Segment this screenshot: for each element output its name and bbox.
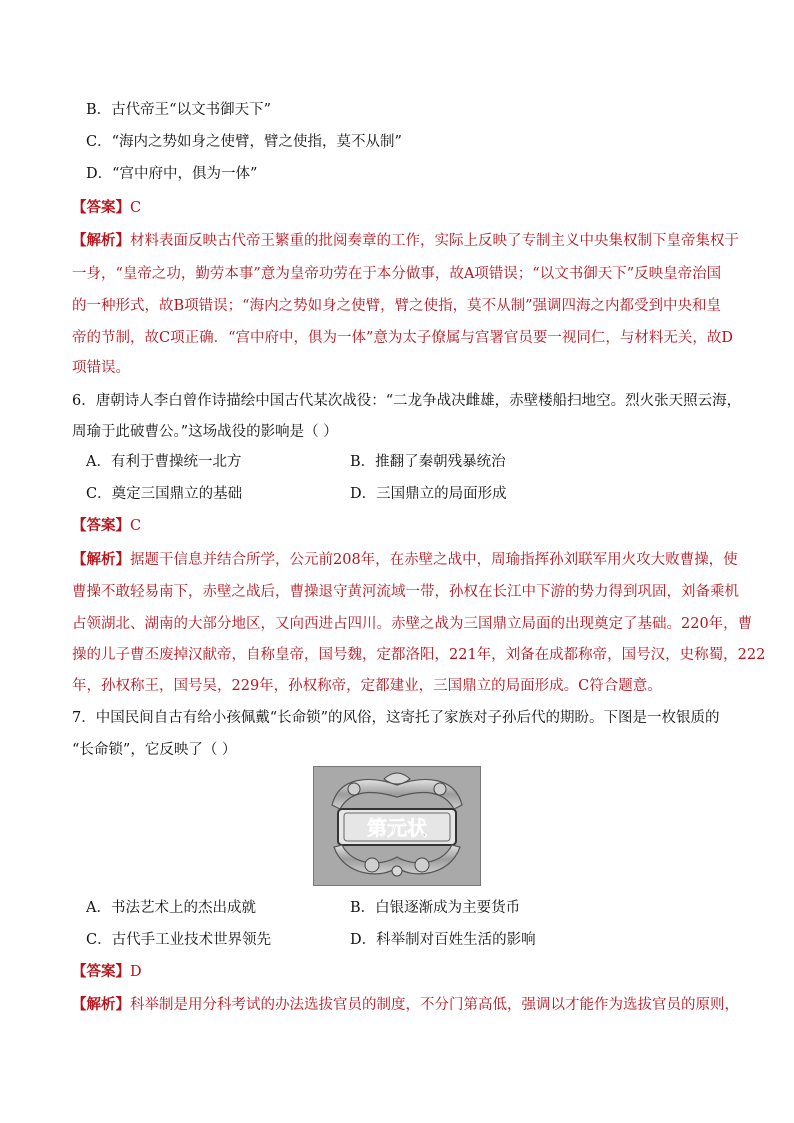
q5-analysis-line-4: 帝的节制，故C项正确．“宫中府中，俱为一体”意为太子僚属与宫署官员要一视同仁，与材料无关，故D [72, 330, 734, 346]
q5-answer [72, 198, 722, 218]
q5-option-c: C．“海内之势如身之使臂，臂之使指，莫不从制” [86, 134, 402, 150]
q5-analysis-line-3: 的一种形式，故B项错误；“海内之势如身之使臂，臂之使指，莫不从制”强调四海之内都受到中央和皇 [72, 298, 721, 314]
q7-option-b: B．白银逐渐成为主要货币 [350, 900, 521, 916]
q6-option-a: A．有利于曹操统一北方 [86, 454, 242, 470]
q7-option-c: C．古代手工业技术世界领先 [86, 932, 272, 948]
q7-option-a: A．书法艺术上的杰出成就 [86, 900, 256, 916]
q5-analysis-line-2: 一身，“皇帝之功，勤劳本事”意为皇帝功劳在于本分做事，故A项错误；“以文书御天下”反映皇帝治国 [72, 266, 722, 282]
analysis-tag: 【解析】 [72, 551, 130, 568]
q7-option-d: D．科举制对百姓生活的影响 [350, 932, 536, 948]
q6-stem-line-2: 周瑜于此破曹公。”这场战役的影响是（ ） [72, 424, 338, 440]
answer-value: C [130, 200, 142, 216]
answer-tag: 【答案】 [72, 199, 130, 216]
q7-analysis-line-1: 【解析】科举制是用分科考试的办法选拔官员的制度，不分门第高低，强调以才能作为选拔官员的原则， [72, 996, 739, 1013]
answer-tag: 【答案】 [72, 517, 130, 534]
longevity-lock-image [313, 766, 481, 886]
q6-option-b: B．推翻了秦朝残暴统治 [350, 454, 506, 470]
q7-answer [72, 962, 722, 982]
q7-stem-line-1: 7．中国民间自古有给小孩佩戴“长命锁”的风俗，这寄托了家族对子孙后代的期盼。下图是一枚银质的 [72, 710, 720, 726]
q6-analysis-line-5: 年，孙权称王，国号吴，229年，孙权称帝，定都建业，三国鼎立的局面形成。C符合题意。 [72, 678, 662, 694]
analysis-tag: 【解析】 [72, 232, 130, 249]
q6-answer [72, 516, 722, 536]
q5-analysis-line-5: 项错误。 [72, 360, 130, 376]
q6-option-c: C．奠定三国鼎立的基础 [86, 486, 243, 502]
answer-value: C [130, 518, 142, 534]
q5-analysis-line-1: 【解析】材料表面反映古代帝王繁重的批阅奏章的工作，实际上反映了专制主义中央集权制下皇帝集权于 [72, 232, 739, 249]
q5-option-d: D．“宫中府中，俱为一体” [86, 166, 258, 182]
q6-analysis-line-4: 操的儿子曹丕废掉汉献帝，自称皇帝，国号魏，定都洛阳，221年，刘备在成都称帝，国号汉，史称蜀，222 [72, 647, 766, 663]
q6-analysis-line-3: 占领湖北、湖南的大部分地区，又向西进占四川。赤壁之战为三国鼎立局面的出现奠定了基础。220年，曹 [72, 616, 753, 632]
lock-inscription: 第元状 [367, 816, 427, 840]
q6-analysis-line-2: 曹操不敢轻易南下，赤壁之战后，曹操退守黄河流域一带，孙权在长江中下游的势力得到巩固，刘备乘机 [72, 584, 739, 600]
analysis-tag: 【解析】 [72, 996, 130, 1013]
q5-option-b: B．古代帝王“以文书御天下” [86, 102, 271, 118]
q6-analysis-line-1: 【解析】据题干信息并结合所学，公元前208年，在赤壁之战中，周瑜指挥孙刘联军用火攻大败曹操，使 [72, 551, 738, 568]
q7-stem-line-2: “长命锁”，它反映了（ ） [72, 742, 237, 758]
q6-stem-line-1: 6．唐朝诗人李白曾作诗描绘中国古代某次战役：“二龙争战决雌雄，赤壁楼船扫地空。烈火张天照云海， [72, 393, 742, 409]
longevity-lock-illustration [314, 767, 480, 885]
answer-value: D [130, 964, 142, 980]
q6-option-d: D．三国鼎立的局面形成 [350, 486, 507, 502]
answer-tag: 【答案】 [72, 963, 130, 980]
